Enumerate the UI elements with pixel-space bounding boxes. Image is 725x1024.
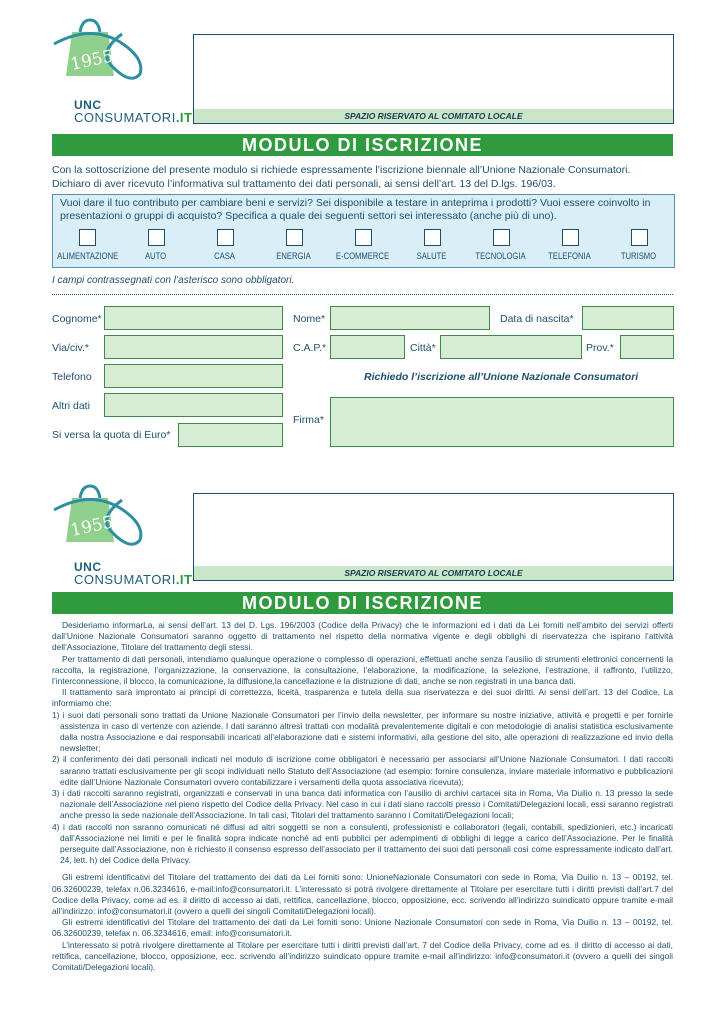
intro-text <box>52 163 682 191</box>
via-label: Via/civ.* <box>52 342 89 354</box>
form-title-2: MODULO DI ISCRIZIONE <box>52 592 673 614</box>
logo-unc-text: UNC <box>74 98 102 112</box>
sector-label: AUTO <box>144 251 167 261</box>
privacy-item-4: 4) i dati raccolti non saranno comunicati né diffusi ad altri soggetti se non a consulenti, professionisti e collaboratori (legali, contabili, spedizionieri, etc.) incaricati dall’Associazione nei limiti e per le finalità sopra indicate nonché ad enti pubblici per adempimenti di obblighi di legge a carico dell’Associazione. Per le finalità perseguite dall’Associazione, non è richiesto il consenso espresso dell’associato per il trattamento dei suoi dati personali così come espressamente indicato dall’art. 24, lett. h) del Codice della Privacy. <box>52 821 673 866</box>
sector-label: ENERGIA <box>276 251 311 261</box>
intro-line-2: Dichiaro di aver ricevuto l’informativa sul trattamento dei dati personali, ai sensi dell’art. 13 del D.lgs. 196/03. <box>52 178 556 190</box>
prov-input[interactable] <box>620 335 674 359</box>
sector-checkbox-telefonia[interactable] <box>562 229 579 246</box>
reserved-area-box <box>193 34 674 110</box>
privacy-p6: L’interessato si potrà rivolgere direttamente al Titolare per esercitare tutti i diritti previsti dall’art. 7 del Codice della Privacy, come ad es. il diritto di accesso ai dati, rettifica, cancellazione, blocco, opposizione, ecc. scrivendo all’indirizzo suindicato oppure tramite e-mail all’indirizzo: info@consumatori.it (ovvero a quelli dei singoli Comitati/Delegazioni locali). <box>52 939 673 973</box>
privacy-item-1: 1) i suoi dati personali sono trattati da Unione Nazionale Consumatori per l’invio della newsletter, per informare su nostre iniziative, attività e progetti e per fornirle assistenza in caso di vertenze con aziende. I dati saranno altresì trattati con modalità prevalentemente digitali e con metodologie di analisi statistica esclusivamente dalla nostra Associazione e dai responsabili incaricati all’elaborazione dati e sistemi informativi, alla gestione del sito, alle operazioni di realizzazione ed invio della newsletter; <box>52 709 673 754</box>
survey-question: Vuoi dare il tuo contributo per cambiare beni e servizi? Sei disponibile a testare in anteprima i prodotti? Vuoi essere coinvolto in presentazioni o gruppi di acquisto? Specifica a quale dei seguenti settori sei interessato (anche più di uno). <box>60 197 651 222</box>
sector-checkbox-tecnologia[interactable] <box>493 229 510 246</box>
firma-label: Firma* <box>293 414 324 426</box>
reserved-area-label: SPAZIO RISERVATO AL COMITATO LOCALE <box>193 109 674 124</box>
data-nascita-label: Data di nascita* <box>500 313 574 325</box>
divider <box>52 294 673 295</box>
reserved-area-box-2 <box>193 493 674 567</box>
sector-label: E-COMMERCE <box>335 251 390 261</box>
cap-label: C.A.P.* <box>293 342 327 354</box>
privacy-item-3: 3) i dati raccolti saranno registrati, organizzati e conservati in una banca dati informatica con l’ausilio di archivi cartacei sita in Roma, Via Duilio n. 13 presso la sede nazionale dell’Associazione nel pieno rispetto del Codice della Privacy. Nel caso in cui i dati siano raccolti presso i Comitati/Delegazioni locali, essi saranno registrati anche presso la sede nazionale dell’Associazione. In tali casi, Titolari del trattamento saranno i Comitati/Delegazioni locali; <box>52 788 673 821</box>
privacy-p4: Gli estremi identificativi del Titolare del trattamento dei dati da Lei forniti sono: UnioneNazionale Consumatori con sede in Roma, Via Duilio n. 13 – 00192, tel. 06.32600239, telefax n.06.3234616, e-mail:info@consumatori.it. L’interessato si potrà rivolgere direttamente al Titolare per esercitare tutti i diritti previsti dall’art.7 del Codice della Privacy, come ad es. il diritto di accesso ai dati, rettifica, cancellazione, blocco, opposizione, ecc. scrivendo all’indirizzo suindicato oppure tramite e-mail all’indirizzo: info@consumatori.it (ovvero a quelli dei singoli Comitati/Delegazioni locali). <box>52 872 673 917</box>
privacy-item-2: 2) il conferimento dei dati personali indicati nel modulo di iscrizione come obbligatori è necessario per associarsi all’Unione Nazionale Consumatori. I dati raccolti saranno trattati esclusivamente per gli scopi individuati nello Statuto dell’Associazione (ad esempio: fornire consulenza, inviare materiale informativo e pubblicazioni edite dall’Unione Nazionale Consumatori ovvero contabilizzare i versamenti della quota associativa ricevuta); <box>52 754 673 787</box>
cognome-input[interactable] <box>104 306 283 330</box>
privacy-p3: Il trattamento sarà improntato ai principi di correttezza, liceità, trasparenza e tutela della sua riservatezza e dei suoi diritti. Ai sensi dell’art. 13 del Codice, La informiamo che: <box>52 687 673 709</box>
citta-input[interactable] <box>440 335 582 359</box>
privacy-p2: Per trattamento di dati personali, intendiamo qualunque operazione o complesso di operazioni, effettuati anche senza l’ausilio di strumenti elettronici concernenti la raccolta, la registrazione, l’organizzazione, la conservazione, la consultazione, l’elaborazione, la modificazione, la selezione, l’estrazione, il raffronto, l’utilizzo, l’interconnessione, il blocco, la comunicazione, la diffusione,la cancellazione e la distruzione di dati, anche se non registrati in una banca dati. <box>52 653 673 687</box>
nome-input[interactable] <box>330 306 490 330</box>
sector-checkbox-casa[interactable] <box>217 229 234 246</box>
cognome-label: Cognome* <box>52 313 102 325</box>
sector-label: ALIMENTAZIONE <box>57 251 119 261</box>
data-nascita-input[interactable] <box>582 306 674 330</box>
sector-label: TELEFONIA <box>548 251 591 261</box>
citta-label: Città* <box>410 342 436 354</box>
sector-checkbox-alimentazione[interactable] <box>79 229 96 246</box>
unc-logo-icon <box>50 14 150 94</box>
privacy-notice <box>52 620 673 973</box>
telefono-input[interactable] <box>104 364 283 388</box>
svg-text:1955: 1955 <box>68 512 116 541</box>
prov-label: Prov.* <box>586 342 614 354</box>
sector-checkbox-energia[interactable] <box>286 229 303 246</box>
sector-label: TURISMO <box>620 251 657 261</box>
reserved-area-label-2: SPAZIO RISERVATO AL COMITATO LOCALE <box>193 566 674 581</box>
sector-label: SALUTE <box>416 251 447 261</box>
telefono-label: Telefono <box>52 371 92 383</box>
via-input[interactable] <box>104 335 283 359</box>
privacy-p5: Gli estremi identificativi del Titolare del trattamento dei dati da Lei forniti sono: Unione Nazionale Consumatori con sede in Roma, Via Duilio n. 13 – 00192, tel. 06.32600239, telefax n. 06.3234616, email: info@consumatori.it. <box>52 917 673 939</box>
firma-input[interactable] <box>330 397 674 447</box>
richiedo-text: Richiedo l’iscrizione all’Unione Nazionale Consumatori <box>364 371 639 383</box>
cap-input[interactable] <box>330 335 405 359</box>
sector-checkbox-salute[interactable] <box>424 229 441 246</box>
altri-dati-label: Altri dati <box>52 400 90 412</box>
privacy-p1: Desideriamo informarLa, ai sensi dell’art. 13 del D. Lgs. 196/2003 (Codice della Privacy) che le informazioni ed i dati da Lei forniti nell’ambito dei servizi offerti dall’Unione Nazionale Consumatori saranno oggetto di trattamento nel rispetto della normativa vigente e degli obblighi di riservatezza che ispirano l’attività dell’Associazione, Titolare del trattamento degli stessi. <box>52 620 673 653</box>
intro-line-1: Con la sottoscrizione del presente modulo si richiede espressamente l’iscrizione biennale all’Unione Nazionale Consumatori. <box>52 164 631 176</box>
sector-label: CASA <box>214 251 235 261</box>
form-title: MODULO DI ISCRIZIONE <box>52 134 673 156</box>
required-note: I campi contrassegnati con l’asterisco sono obbligatori. <box>52 275 295 286</box>
sector-checkbox-auto[interactable] <box>148 229 165 246</box>
logo-unc-text-2: UNC <box>74 560 102 574</box>
logo-consumatori-text-2: CONSUMATORI.IT <box>74 572 193 587</box>
altri-dati-input[interactable] <box>104 393 283 417</box>
logo-consumatori-text: CONSUMATORI.IT <box>74 110 193 125</box>
nome-label: Nome* <box>293 313 326 325</box>
svg-text:1955: 1955 <box>68 46 116 75</box>
unc-logo-icon-2 <box>50 480 150 560</box>
sector-checkbox-e-commerce[interactable] <box>355 229 372 246</box>
quota-input[interactable] <box>178 423 283 447</box>
sector-checkbox-turismo[interactable] <box>631 229 648 246</box>
quota-label: Si versa la quota di Euro* <box>52 429 171 441</box>
sector-label: TECNOLOGIA <box>475 251 526 261</box>
